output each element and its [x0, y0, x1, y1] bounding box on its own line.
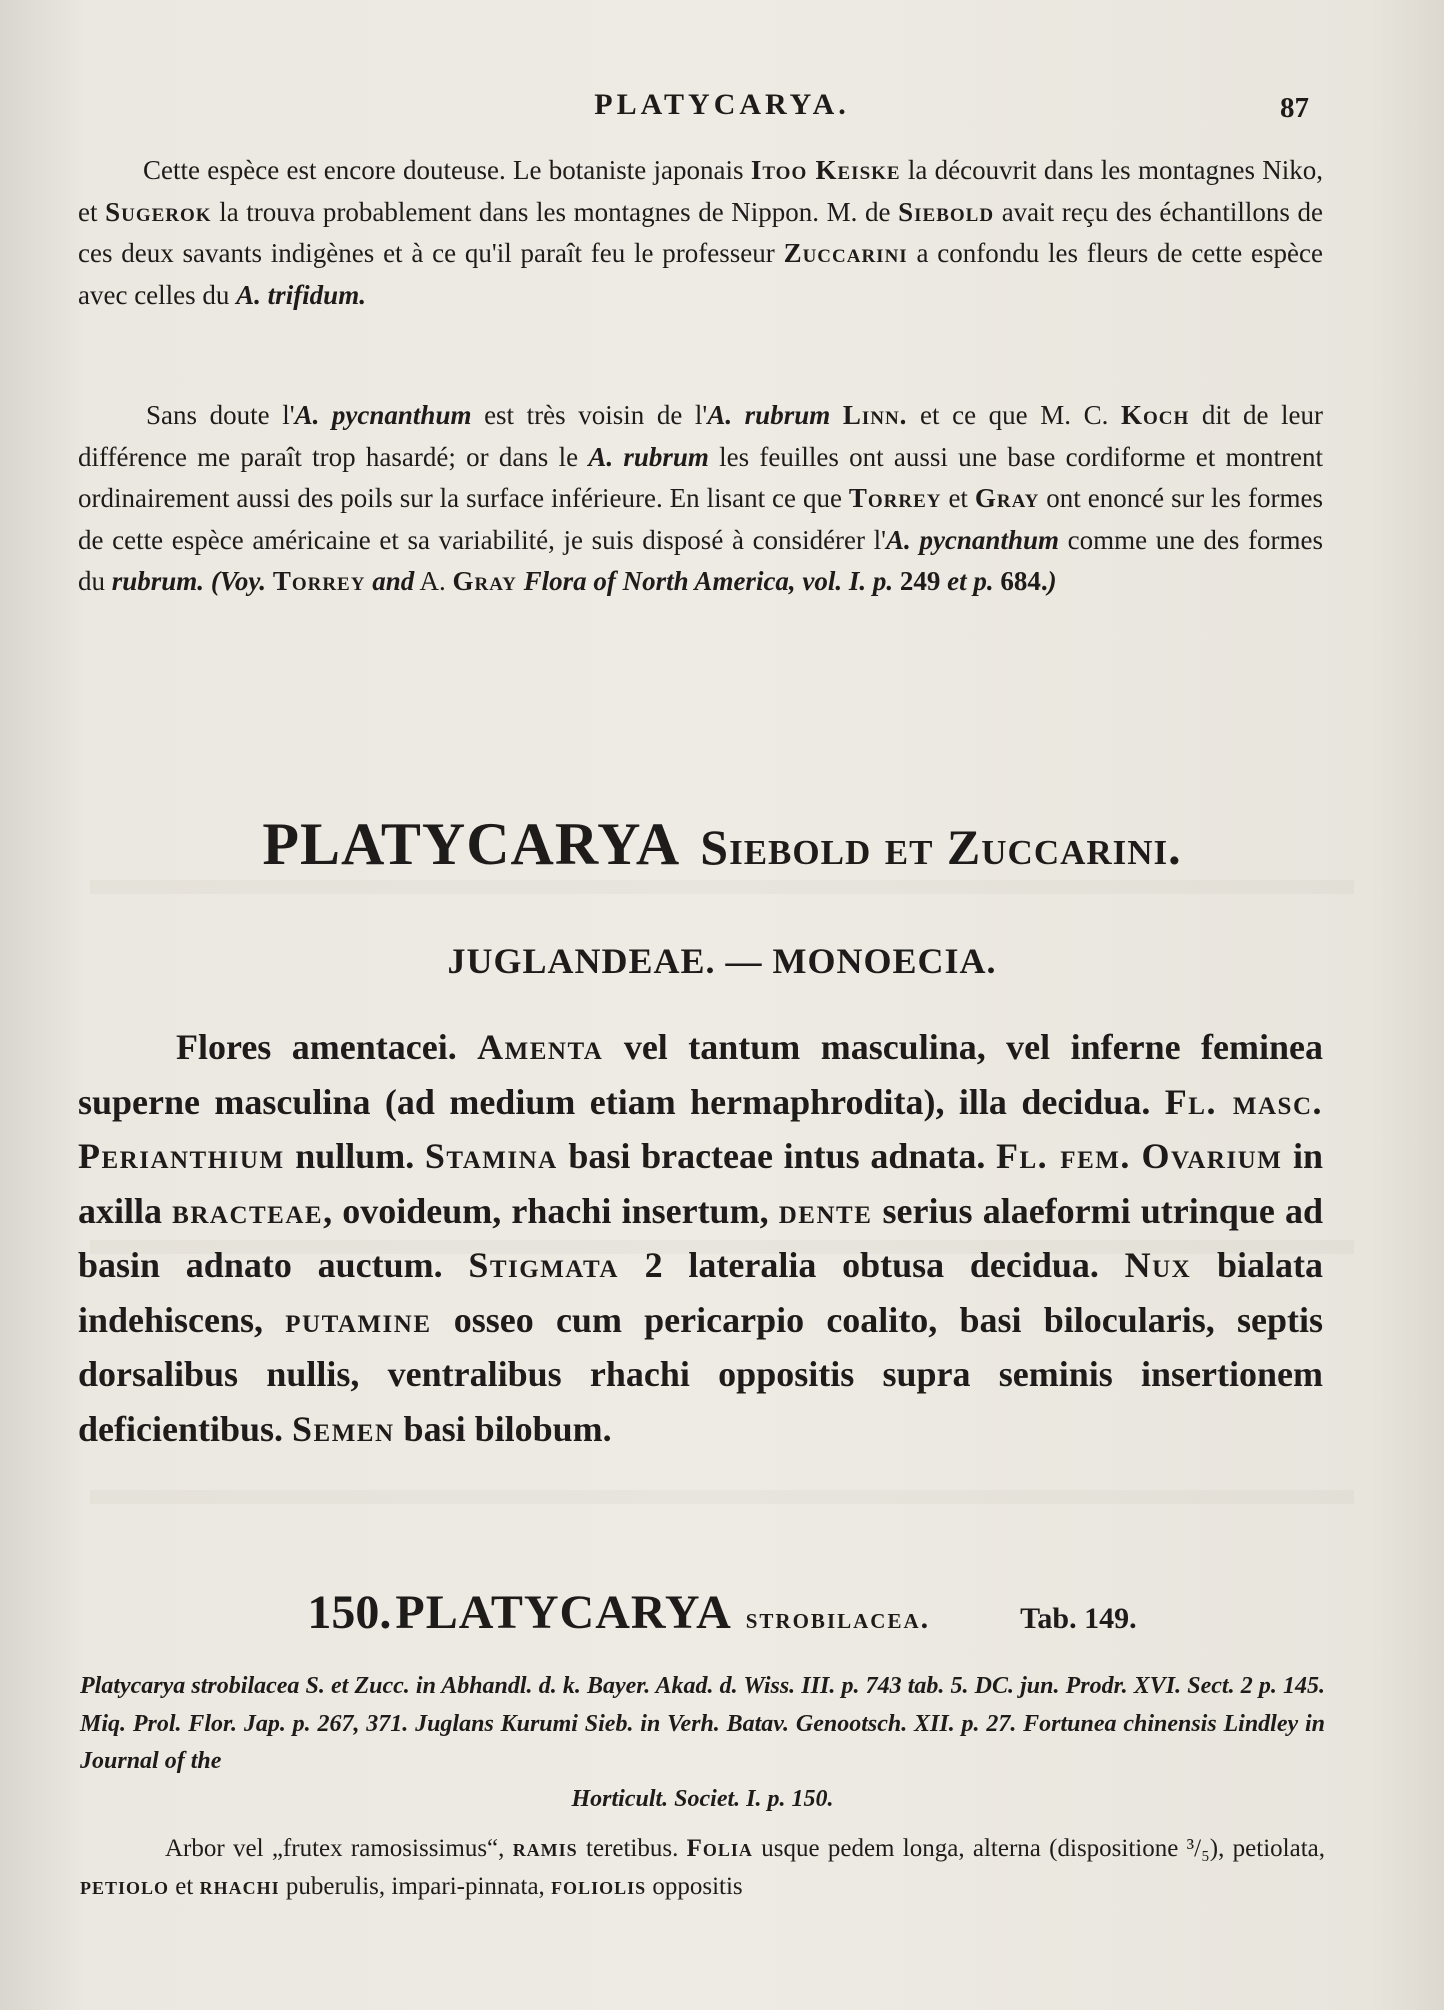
taxon-name: A. pycnanthum [294, 400, 472, 430]
paragraph-pycnanthum [78, 395, 1323, 603]
show-through [90, 880, 1354, 894]
person-name: Gray [974, 483, 1040, 513]
page-number: 87 [1280, 92, 1309, 124]
text-run: les feuilles ont aussi une base cordiforme et montrent ordinairement aussi des poils sur la surface inférieure. En lisant ce que [78, 441, 1323, 513]
genus-authors: Siebold et Zuccarini. [700, 819, 1182, 875]
citation-text: (Voy. [210, 566, 267, 596]
text-run: ont enoncé sur les formes de cette espèce américaine et sa variabilité, je suis disposé à considérer l' [78, 483, 1323, 555]
show-through [90, 1490, 1354, 1504]
taxon-name: rubrum. [111, 566, 205, 596]
species-heading [0, 1585, 1444, 1640]
text-run: vel tantum masculina, vel inferne feminea superne masculina (ad medium etiam hermaphrodita), illa decidua. [78, 1027, 1323, 1122]
text-run: dit de leur différence me paraît trop hasardé; or dans le [78, 400, 1324, 472]
text-run: osseo cum pericarpio coalito, basi bilocularis, septis dorsalibus nullis, ventralibus rhachi oppositis supra seminis insertionem deficientibus. [78, 1299, 1323, 1449]
text-run: la trouva probablement dans les montagnes de Nippon. M. de [211, 196, 899, 227]
text-run [204, 566, 211, 596]
taxon-name: A. trifidum. [236, 279, 366, 310]
organ-term: Stamina [424, 1136, 558, 1176]
text-run: serius alaeformi utrinque ad basin adnato auctum. [78, 1190, 1323, 1285]
species-description [80, 1830, 1325, 1906]
text-run: 2 lateralia obtusa decidua. [618, 1245, 1125, 1285]
organ-term: Nux [1124, 1245, 1192, 1285]
citation-text: et p. [947, 566, 994, 596]
text-run: usque pedem longa, alterna (dispositione ³/₅), petiolata, [752, 1835, 1325, 1862]
text-run: la découvrit dans les montagnes Niko, et [78, 155, 1323, 227]
species-epithet: strobilacea. [745, 1602, 931, 1635]
organ-term: Semen [292, 1408, 395, 1449]
organ-term: Fl. masc. [1164, 1081, 1323, 1122]
text-run: et [941, 483, 975, 513]
organ-term: Stigmata [468, 1245, 619, 1285]
text-run: et [169, 1873, 200, 1900]
text-run: oppositis [646, 1873, 743, 1900]
person-name: Linn. [842, 400, 908, 430]
organ-term: Fl. fem. [996, 1136, 1131, 1176]
taxon-name: A. pycnanthum [886, 524, 1059, 555]
text-run: Sans doute l' [146, 400, 295, 430]
citation-text: and [372, 566, 415, 596]
running-title: PLATYCARYA. [594, 88, 850, 121]
organ-term: Perianthium [78, 1136, 285, 1176]
text-run: A. [414, 566, 453, 596]
organ-term: ramis [512, 1835, 578, 1862]
text-run [517, 566, 524, 596]
citation-text: Flora of North America, vol. I. p. [523, 566, 894, 596]
taxon-name: A. rubrum [707, 400, 831, 430]
person-name: Gray [452, 566, 517, 596]
text-run: , ovoideum, rhachi insertum, [323, 1190, 779, 1231]
plate-reference: Tab. 149. [1020, 1602, 1137, 1635]
organ-term: bracteae [172, 1190, 324, 1231]
text-run: Arbor vel „frutex ramosissimus“, [165, 1835, 513, 1862]
organ-term: Folia [686, 1835, 753, 1862]
text-run: et ce que M. C. [907, 400, 1121, 430]
text-run: in axilla [78, 1136, 1324, 1231]
organ-term: petiolo [80, 1873, 170, 1900]
family-line: JUGLANDEAE. — MONOECIA. [447, 941, 997, 981]
paragraph-acer-note [78, 150, 1323, 316]
text-run [830, 400, 843, 430]
text-run: a confondu les fleurs de cette espèce avec celles du [78, 238, 1324, 310]
synonymy-last-line: Horticult. Societ. I. p. 150. [571, 1785, 834, 1812]
taxon-name: A. rubrum [588, 441, 709, 472]
species-genus: PLATYCARYA [395, 1586, 732, 1639]
synonymy [80, 1668, 1325, 1818]
person-name: Torrey [848, 483, 942, 513]
text-run: basi bracteae intus adnata. [557, 1136, 996, 1176]
text-run [266, 566, 273, 596]
text-run: puberulis, impari-pinnata, [279, 1873, 552, 1900]
person-name: Koch [1120, 400, 1190, 430]
species-number: 150. [307, 1586, 392, 1639]
genus-name: PLATYCARYA [262, 811, 681, 877]
text-run: est très voisin de l' [471, 400, 708, 430]
organ-term: Amenta [477, 1027, 604, 1067]
person-name: Siebold [898, 196, 995, 227]
genus-heading [0, 810, 1444, 879]
person-name: Sugerok [105, 196, 212, 227]
text-run: bialata indehiscens, [78, 1245, 1323, 1340]
text-run: 684. [993, 566, 1048, 596]
organ-term: dente [778, 1190, 873, 1231]
running-head [0, 88, 1444, 128]
text-run: Flores amentacei. [176, 1027, 478, 1067]
organ-term: rhachi [199, 1873, 280, 1900]
person-name: Zuccarini [783, 238, 908, 268]
synonymy-text: Platycarya strobilacea S. et Zucc. in Abhandl. d. k. Bayer. Akad. d. Wiss. III. p. 743 tab. 5. DC. jun. Prodr. XVI. Sect. 2 p. 145. Miq. Prol. Flor. Jap. p. 267, 371. Juglans Kurumi Sieb. in Verh. Batav. Genootsch. XII. p. 27. Fortunea chinensis Lindley in Journal of the [80, 1673, 1325, 1774]
organ-term: putamine [285, 1299, 432, 1340]
text-run: 249 [893, 566, 948, 596]
text-run [1131, 1136, 1142, 1176]
organ-term: Ovarium [1141, 1136, 1283, 1176]
person-name: Itoo Keiske [750, 155, 901, 185]
genus-diagnosis [78, 1020, 1323, 1456]
text-run: avait reçu des échantillons de ces deux savants indigènes et à ce qu'il paraît feu le professeur [78, 196, 1323, 268]
text-run: nullum. [284, 1136, 425, 1176]
citation-text: ) [1047, 566, 1057, 596]
person-name: Torrey [272, 566, 366, 596]
text-run: comme une des formes du [78, 524, 1324, 596]
text-run: Cette espèce est encore douteuse. Le botaniste japonais [143, 155, 751, 185]
organ-term: foliolis [551, 1873, 647, 1900]
text-run: basi bilobum. [394, 1408, 612, 1449]
text-run: teretibus. [577, 1835, 687, 1862]
